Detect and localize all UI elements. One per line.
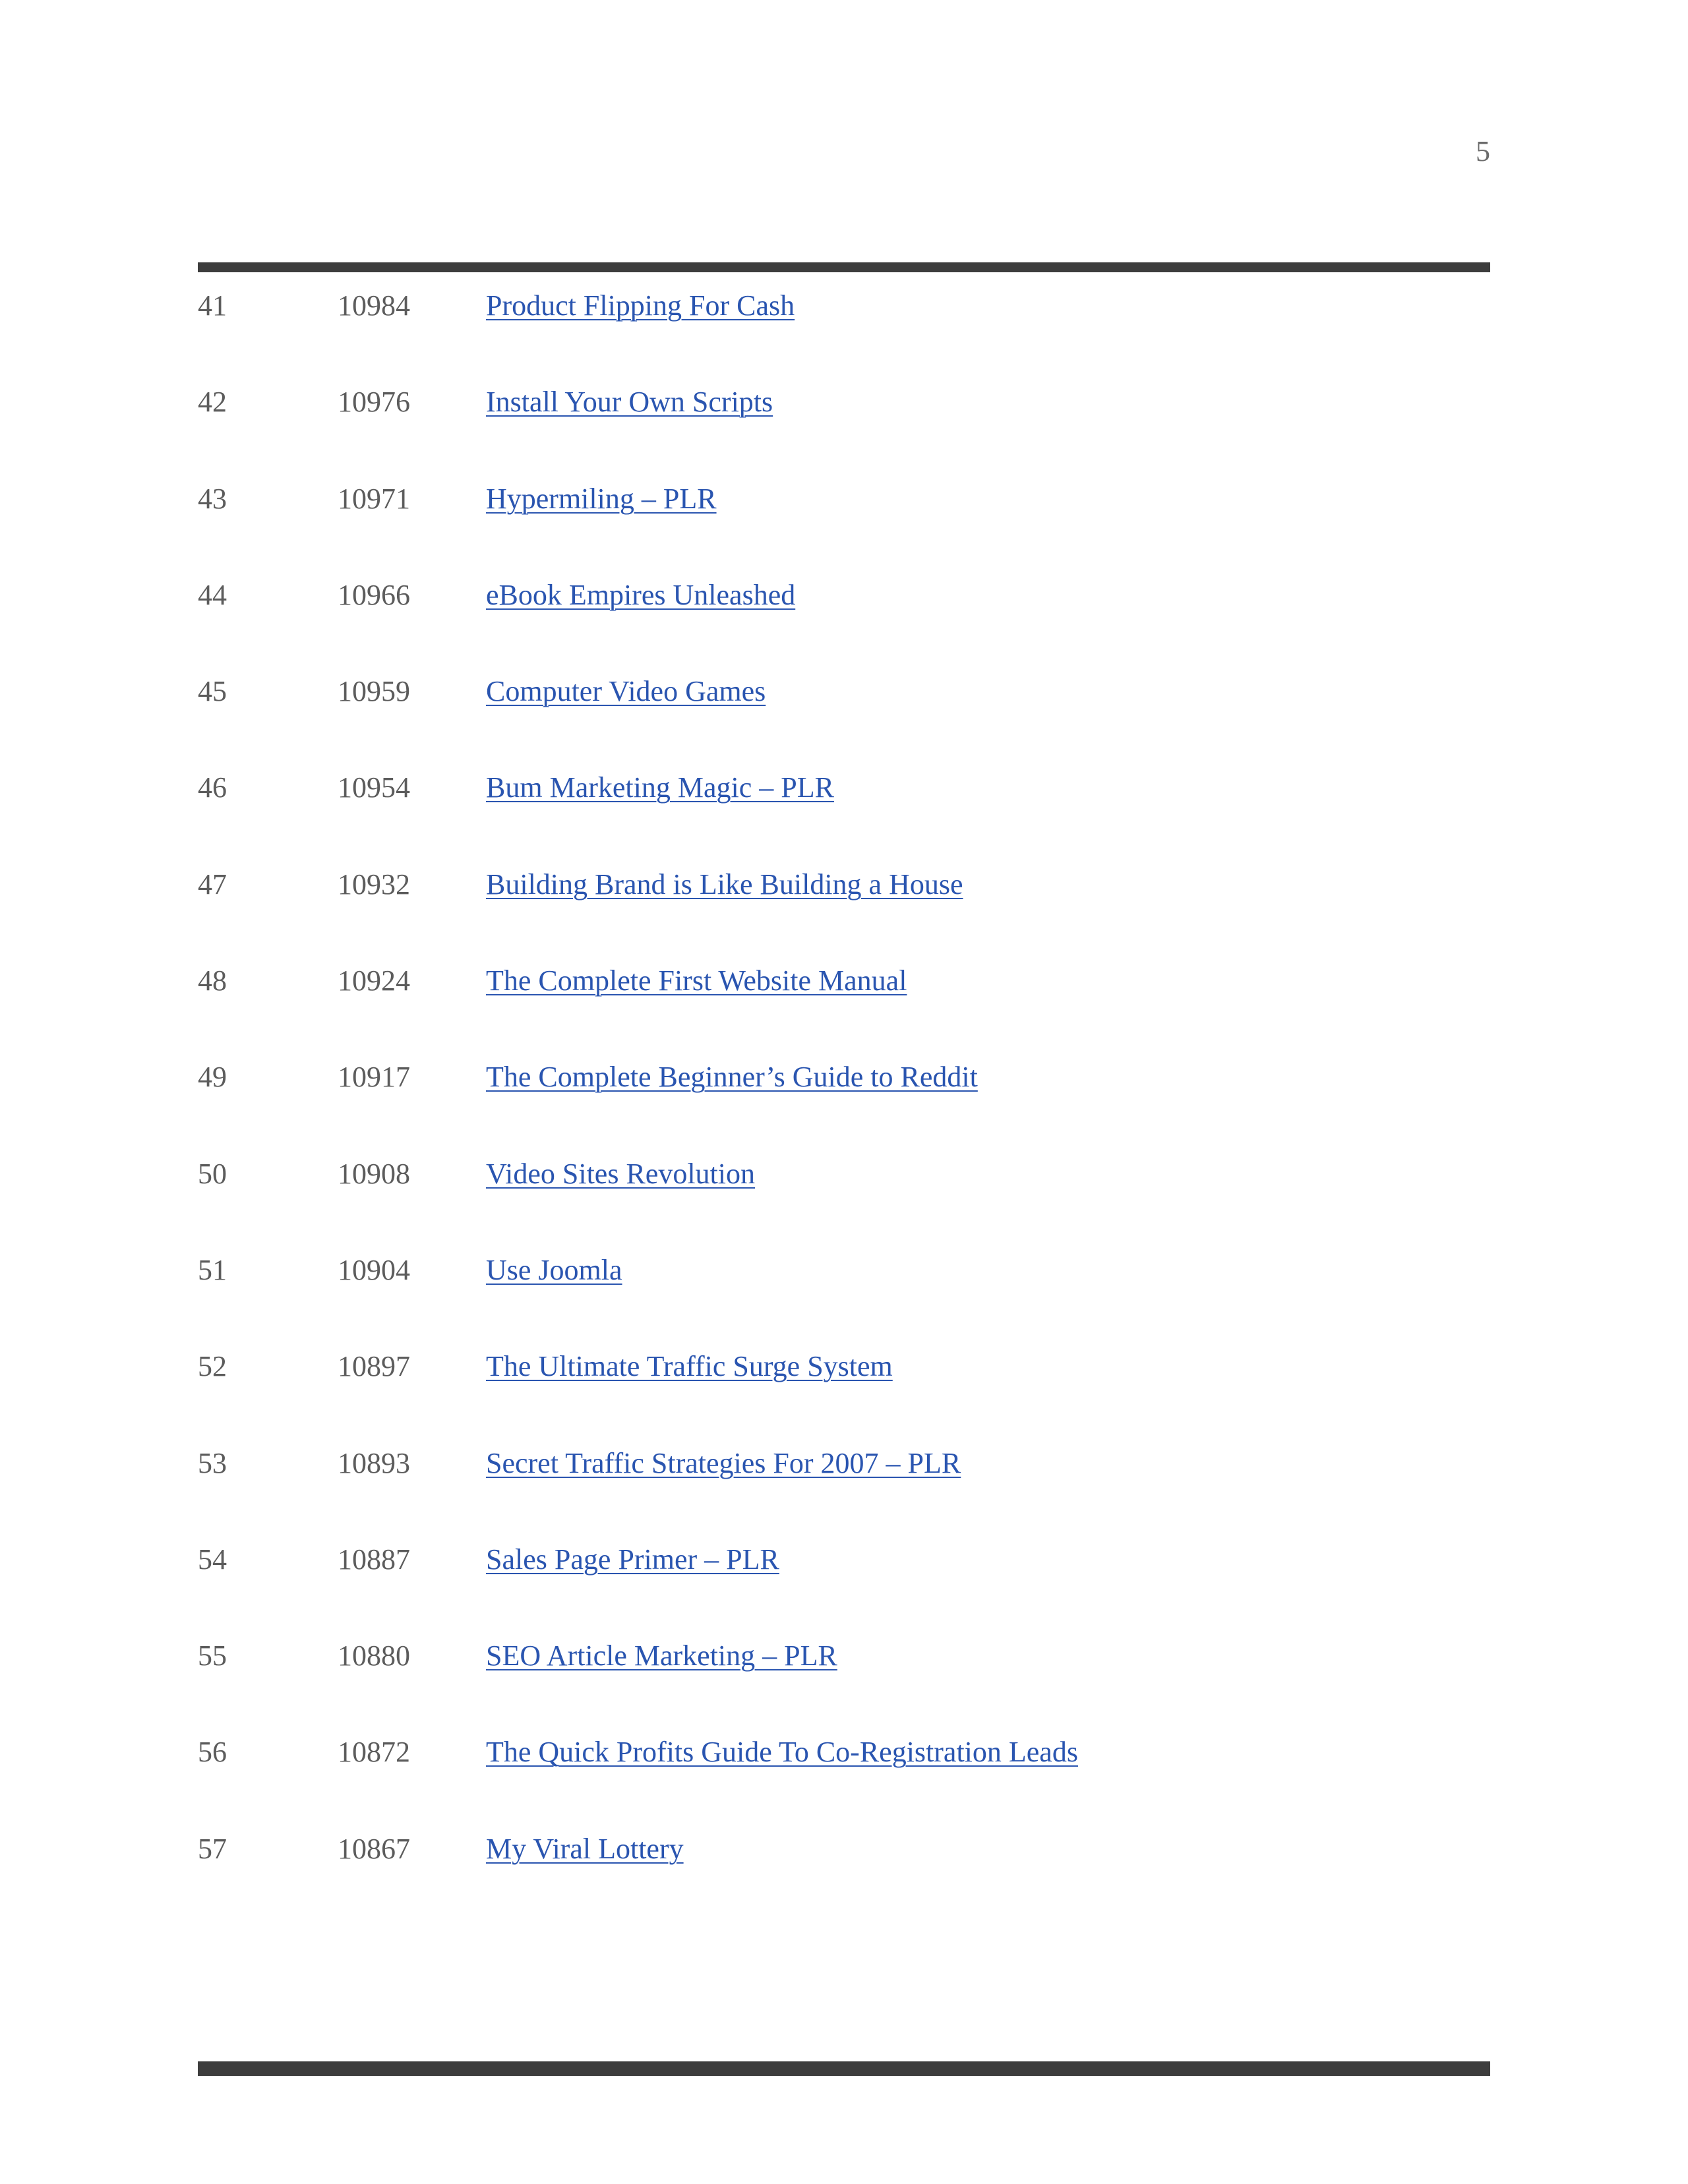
entry-title-link[interactable]: The Quick Profits Guide To Co-Registration Leads [486, 1736, 1078, 1769]
entry-number: 47 [198, 868, 227, 900]
entry-id: 10971 [338, 482, 410, 515]
entry-title-link[interactable]: Use Joomla [486, 1253, 622, 1286]
entry-title-link[interactable]: The Ultimate Traffic Surge System [486, 1350, 893, 1383]
entry-number: 50 [198, 1157, 227, 1190]
entry-id: 10984 [338, 289, 410, 322]
entry-id: 10880 [338, 1639, 410, 1672]
entry-title-link[interactable]: Computer Video Games [486, 675, 766, 708]
entry-title-link[interactable]: My Viral Lottery [486, 1832, 684, 1865]
list-item [198, 1251, 1490, 1347]
entry-title-link[interactable]: Install Your Own Scripts [486, 386, 773, 419]
entry-number: 42 [198, 386, 227, 419]
list-item [198, 1636, 1490, 1732]
entry-title-link[interactable]: Product Flipping For Cash [486, 289, 795, 322]
bottom-divider [198, 2061, 1490, 2076]
entry-number: 48 [198, 964, 227, 997]
entry-id: 10908 [338, 1157, 410, 1190]
entry-title-link[interactable]: Bum Marketing Magic – PLR [486, 771, 834, 804]
entry-list [198, 286, 1490, 1926]
entry-title-link[interactable]: Sales Page Primer – PLR [486, 1543, 779, 1576]
entry-title-link[interactable]: Secret Traffic Strategies For 2007 – PLR [486, 1446, 961, 1479]
entry-number: 55 [198, 1639, 227, 1672]
entry-id: 10966 [338, 578, 410, 611]
list-item [198, 1540, 1490, 1636]
entry-title-link[interactable]: The Complete First Website Manual [486, 964, 907, 997]
list-item [198, 768, 1490, 864]
list-item [198, 672, 1490, 768]
entry-id: 10924 [338, 964, 410, 997]
list-item [198, 1732, 1490, 1829]
entry-number: 46 [198, 771, 227, 804]
list-item [198, 865, 1490, 961]
list-item [198, 961, 1490, 1057]
entry-number: 57 [198, 1832, 227, 1865]
entry-id: 10932 [338, 868, 410, 900]
entry-number: 43 [198, 482, 227, 515]
list-item [198, 576, 1490, 672]
page-number: 5 [1476, 135, 1490, 167]
list-item [198, 1444, 1490, 1540]
top-divider [198, 262, 1490, 272]
entry-id: 10893 [338, 1446, 410, 1479]
entry-number: 45 [198, 675, 227, 708]
entry-title-link[interactable]: Hypermiling – PLR [486, 482, 717, 515]
entry-title-link[interactable]: eBook Empires Unleashed [486, 578, 796, 611]
list-item [198, 1154, 1490, 1251]
entry-number: 49 [198, 1061, 227, 1094]
entry-number: 56 [198, 1736, 227, 1769]
entry-id: 10897 [338, 1350, 410, 1383]
entry-title-link[interactable]: SEO Article Marketing – PLR [486, 1639, 837, 1672]
list-item [198, 1057, 1490, 1154]
entry-number: 52 [198, 1350, 227, 1383]
entry-title-link[interactable]: The Complete Beginner’s Guide to Reddit [486, 1061, 978, 1094]
entry-id: 10872 [338, 1736, 410, 1769]
entry-title-link[interactable]: Building Brand is Like Building a House [486, 868, 963, 900]
entry-id: 10904 [338, 1253, 410, 1286]
entry-number: 44 [198, 578, 227, 611]
list-item [198, 1347, 1490, 1443]
entry-number: 51 [198, 1253, 227, 1286]
list-item [198, 286, 1490, 382]
list-item [198, 479, 1490, 576]
entry-number: 54 [198, 1543, 227, 1576]
entry-id: 10959 [338, 675, 410, 708]
entry-id: 10976 [338, 386, 410, 419]
entry-id: 10867 [338, 1832, 410, 1865]
list-item [198, 1829, 1490, 1926]
entry-id: 10954 [338, 771, 410, 804]
list-item [198, 382, 1490, 479]
entry-title-link[interactable]: Video Sites Revolution [486, 1157, 756, 1190]
entry-id: 10917 [338, 1061, 410, 1094]
entry-number: 41 [198, 289, 227, 322]
entry-number: 53 [198, 1446, 227, 1479]
entry-id: 10887 [338, 1543, 410, 1576]
